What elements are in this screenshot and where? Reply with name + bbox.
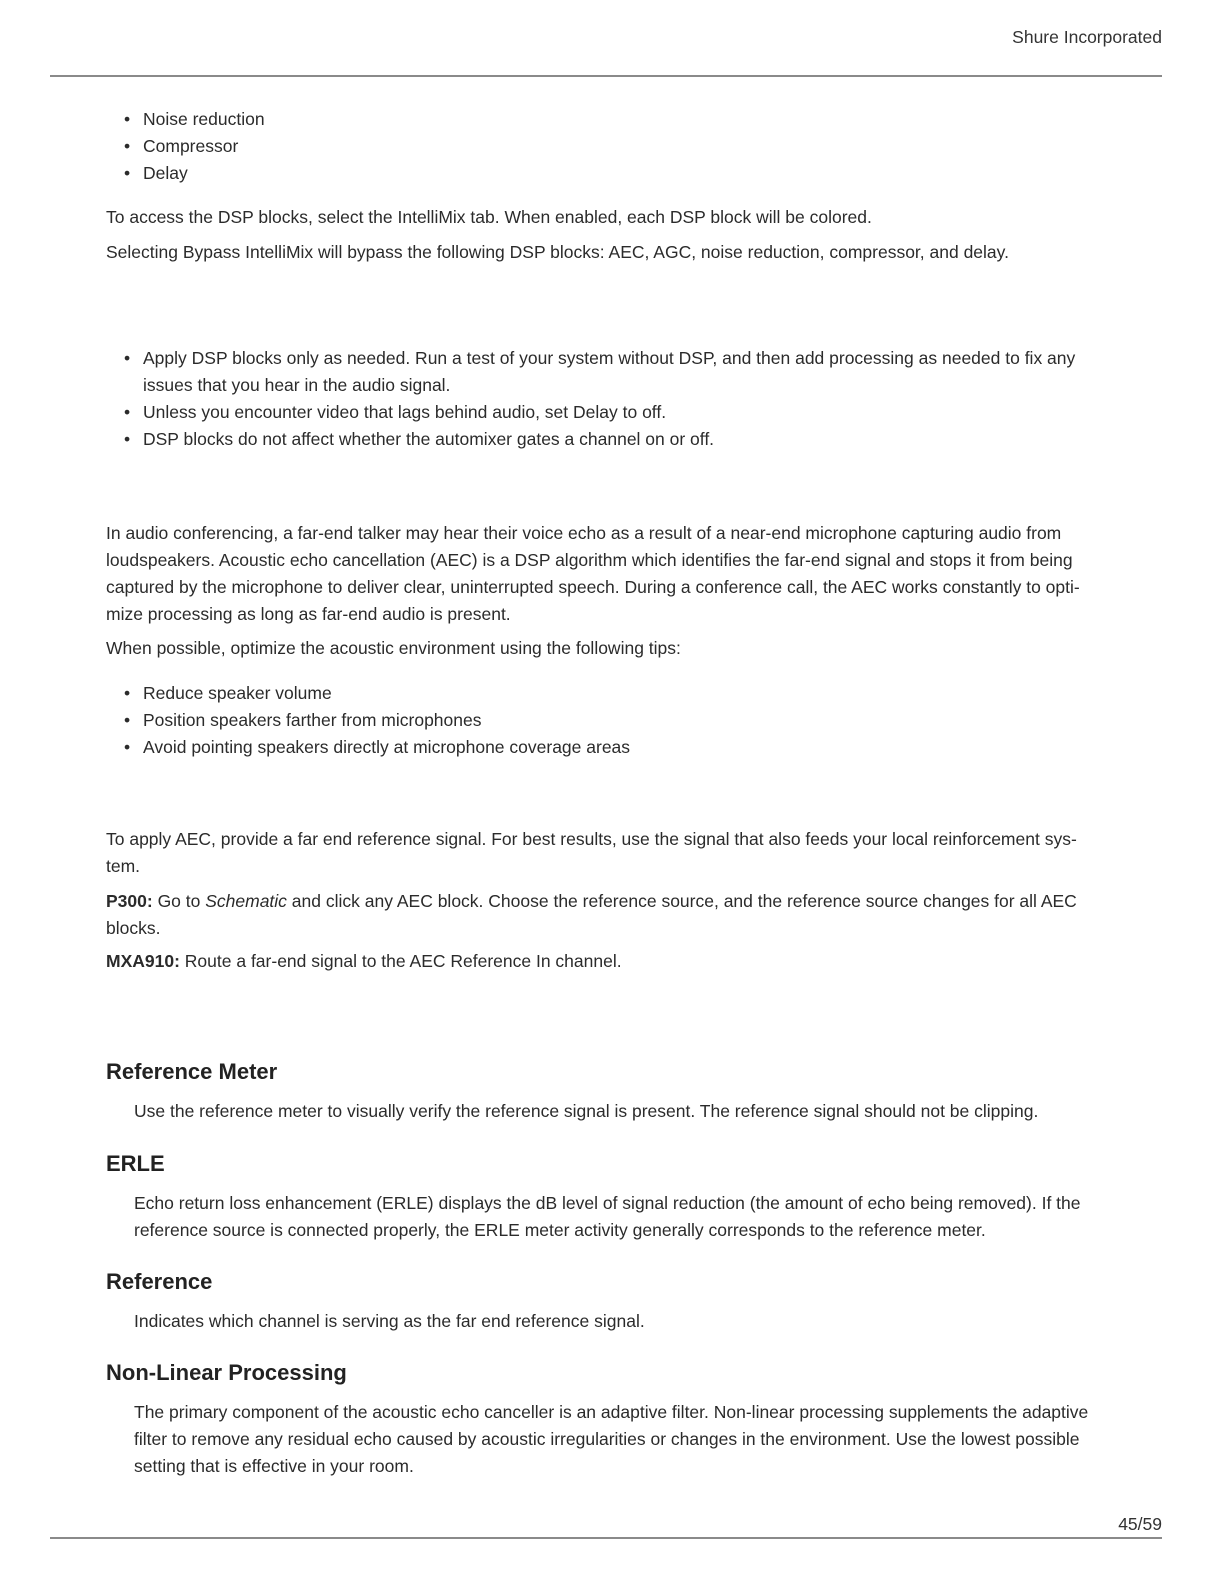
acoustic-tips-list: [106, 680, 1106, 761]
page-number: 45/59: [1118, 1514, 1162, 1534]
heading-reference-meter: Reference Meter: [106, 1059, 278, 1084]
p300-text-pre: Go to: [152, 891, 206, 911]
header-rule: [50, 75, 1162, 77]
heading-non-linear-processing: Non-Linear Processing: [106, 1360, 347, 1385]
mxa910-text: Route a far-end signal to the AEC Reference In channel.: [179, 951, 622, 971]
dsp-tips-list: [106, 345, 1106, 453]
paragraph-mxa910: [106, 948, 1106, 975]
paragraph-apply-aec: To apply AEC, provide a far end reference signal. For best results, use the signal that also feeds your local reinforcement sys-tem.: [106, 829, 1077, 876]
paragraph-bypass: Selecting Bypass IntelliMix will bypass the following DSP blocks: AEC, AGC, noise reduction, compressor, and delay.: [106, 242, 1009, 262]
reference-body: Indicates which channel is serving as the far end reference signal.: [134, 1311, 645, 1331]
list-item: • Delay: [106, 160, 1106, 187]
header-company: Shure Incorporated: [1012, 27, 1162, 47]
list-item: • Position speakers farther from microphones: [106, 707, 1106, 734]
list-item: • Compressor: [106, 133, 1106, 160]
erle-body: Echo return loss enhancement (ERLE) displays the dB level of signal reduction (the amount of echo being removed). If the reference source is connected properly, the ERLE meter activity generally corresponds to the reference meter.: [134, 1193, 1081, 1240]
paragraph-p300: [106, 888, 1102, 942]
p300-label: P300:: [106, 891, 153, 911]
paragraph-aec-intro: In audio conferencing, a far-end talker may hear their voice echo as a result of a near-end microphone capturing audio from loudspeakers. Acoustic echo cancellation (AEC) is a DSP algorithm which identifies the far-end signal and stops it from being captured by the microphone to deliver clear, uninterrupted speech. During a conference call, the AEC works constantly to opti-mize processing as long as far-end audio is present.: [106, 523, 1080, 624]
dsp-blocks-list: [106, 106, 1106, 187]
list-item: • Reduce speaker volume: [106, 680, 1106, 707]
mxa910-label: MXA910:: [106, 951, 180, 971]
paragraph-access-dsp: To access the DSP blocks, select the IntelliMix tab. When enabled, each DSP block will be colored.: [106, 207, 872, 227]
list-item: • Noise reduction: [106, 106, 1106, 133]
footer-rule: [50, 1537, 1162, 1539]
list-item: • Avoid pointing speakers directly at microphone coverage areas: [106, 734, 1106, 761]
list-item: • Apply DSP blocks only as needed. Run a test of your system without DSP, and then add processing as needed to fix any issues that you hear in the audio signal.: [106, 345, 1106, 399]
non-linear-processing-body: The primary component of the acoustic echo canceller is an adaptive filter. Non-linear processing supplements the adaptive filter to remove any residual echo caused by acoustic irregularities or changes in the environment. Use the lowest possible setting that is effective in your room.: [134, 1402, 1089, 1476]
p300-text-post: and click any AEC block. Choose the reference source, and the reference source changes for all AEC blocks.: [106, 891, 1077, 938]
list-item: • Unless you encounter video that lags behind audio, set Delay to off.: [106, 399, 1106, 426]
list-item: • DSP blocks do not affect whether the automixer gates a channel on or off.: [106, 426, 1106, 453]
heading-erle: ERLE: [106, 1151, 165, 1176]
paragraph-optimize: When possible, optimize the acoustic environment using the following tips:: [106, 638, 681, 658]
schematic-term: Schematic: [205, 891, 287, 911]
heading-reference: Reference: [106, 1269, 213, 1294]
reference-meter-body: Use the reference meter to visually verify the reference signal is present. The reference signal should not be clipping.: [134, 1101, 1039, 1121]
